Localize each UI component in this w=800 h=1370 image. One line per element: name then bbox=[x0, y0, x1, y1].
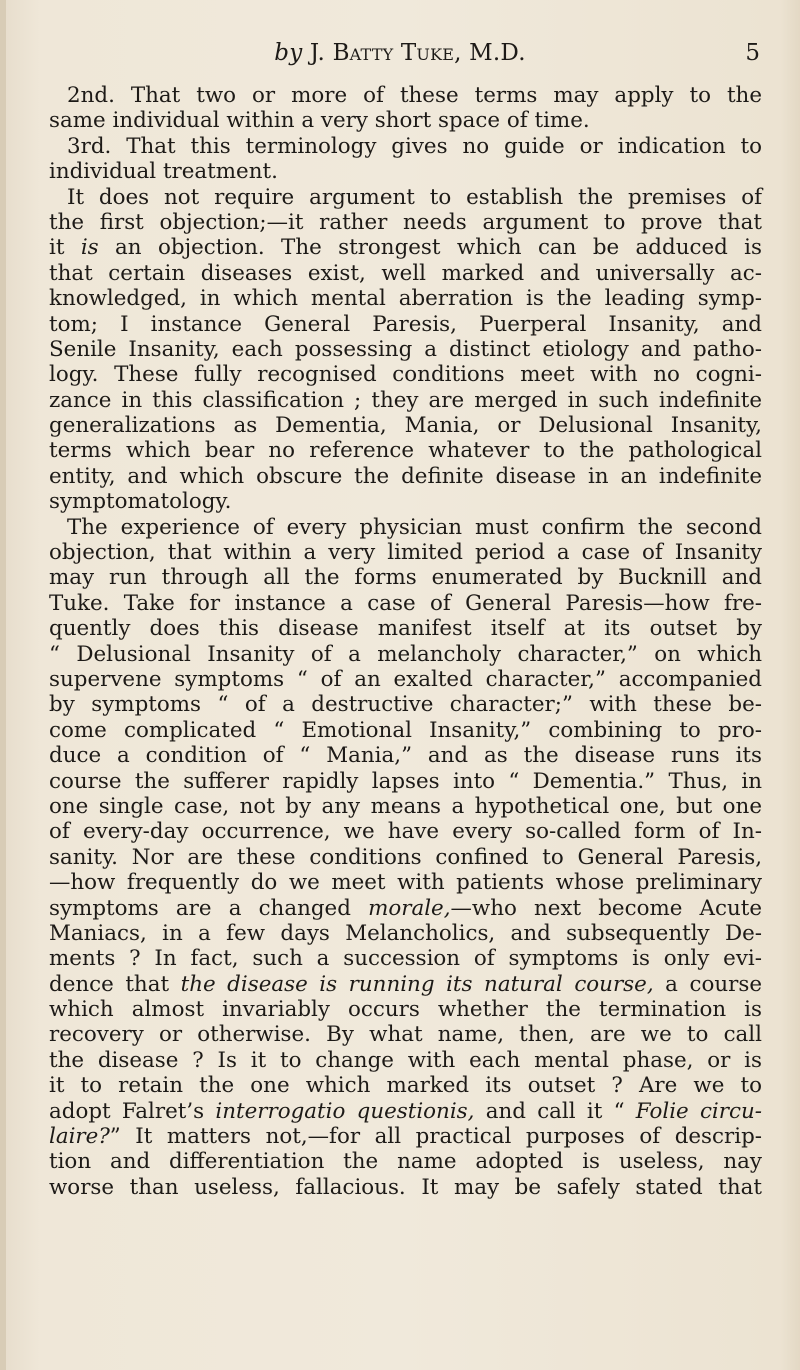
italic-span: laire? bbox=[49, 1124, 110, 1150]
text-span: —who next become Acute bbox=[450, 895, 762, 921]
text-span: a course bbox=[653, 971, 762, 997]
running-head-author: J. Batty Tuke, M.D. bbox=[309, 40, 526, 66]
running-head bbox=[0, 40, 800, 74]
text-line: ments ? In fact, such a succession of symptoms is only evi- bbox=[49, 946, 762, 972]
text-line: tom; I instance General Paresis, Puerperal Insanity, and bbox=[49, 311, 762, 337]
page-edge bbox=[0, 0, 6, 1370]
text-line: course the sufferer rapidly lapses into “ Dementia.” Thus, in bbox=[49, 768, 762, 794]
running-head-title bbox=[0, 40, 800, 66]
text-line bbox=[49, 1099, 762, 1124]
text-line: quently does this disease manifest itself at its outset by bbox=[49, 616, 762, 642]
text-span: symptoms are a changed bbox=[49, 895, 369, 921]
text-line: knowledged, in which mental aberration is the leading symp- bbox=[49, 286, 762, 312]
text-line: supervene symptoms “ of an exalted character,” accompanied bbox=[49, 666, 762, 692]
text-span: ” It matters not,—for all practical purposes of descrip- bbox=[109, 1124, 762, 1150]
italic-span: the disease is running its natural course, bbox=[180, 971, 654, 997]
text-line: tion and differentiation the name adopted is useless, nay bbox=[49, 1149, 762, 1175]
text-line bbox=[49, 235, 762, 260]
running-head-by: by bbox=[274, 40, 303, 66]
text-span: an objection. The strongest which can be adduced is bbox=[98, 235, 762, 261]
text-line: that certain diseases exist, well marked and universally ac- bbox=[49, 260, 762, 286]
text-span: it bbox=[49, 235, 81, 261]
text-span: dence that bbox=[49, 971, 181, 997]
text-line: the disease ? Is it to change with each mental phase, or is bbox=[49, 1047, 762, 1073]
italic-span: interrogatio questionis, bbox=[215, 1098, 475, 1124]
italic-span: is bbox=[80, 235, 99, 261]
text-line: individual treatment. bbox=[49, 159, 278, 185]
text-line bbox=[49, 896, 762, 921]
text-line: it to retain the one which marked its outset ? Are we to bbox=[49, 1073, 762, 1099]
text-line: may run through all the forms enumerated by Bucknill and bbox=[49, 565, 762, 591]
text-line: It does not require argument to establish the premises of bbox=[67, 184, 762, 210]
text-line: generalizations as Dementia, Mania, or Delusional Insanity, bbox=[49, 413, 762, 439]
text-line: Tuke. Take for instance a case of General Paresis—how fre- bbox=[49, 590, 762, 616]
text-line: the first objection;—it rather needs argument to prove that bbox=[49, 209, 762, 235]
text-span: adopt Falret’s bbox=[49, 1098, 216, 1124]
text-line: sanity. Nor are these conditions confined to General Paresis, bbox=[49, 844, 762, 870]
text-span: and call it “ bbox=[474, 1098, 636, 1124]
text-line: which almost invariably occurs whether the termination is bbox=[49, 997, 762, 1023]
body-text bbox=[49, 83, 762, 1200]
text-line: entity, and which obscure the definite disease in an indefinite bbox=[49, 463, 762, 489]
text-line: terms which bear no reference whatever to the pathological bbox=[49, 438, 762, 464]
text-line: recovery or otherwise. By what name, then, are we to call bbox=[49, 1022, 762, 1048]
text-line: duce a condition of “ Mania,” and as the disease runs its bbox=[49, 743, 762, 769]
text-line: 3rd. That this terminology gives no guide or indication to bbox=[67, 133, 762, 159]
text-line: by symptoms “ of a destructive character;” with these be- bbox=[49, 692, 762, 718]
text-line: one single case, not by any means a hypothetical one, but one bbox=[49, 793, 762, 819]
text-line: The experience of every physician must confirm the second bbox=[67, 514, 762, 540]
text-line: zance in this classification ; they are merged in such indefinite bbox=[49, 387, 762, 413]
text-line: Senile Insanity, each possessing a distinct etiology and patho- bbox=[49, 336, 762, 362]
text-line: 2nd. That two or more of these terms may apply to the bbox=[67, 83, 762, 108]
text-line: Maniacs, in a few days Melancholics, and subsequently De- bbox=[49, 920, 762, 946]
text-line: logy. These fully recognised conditions meet with no cogni- bbox=[49, 362, 762, 388]
text-line: —how frequently do we meet with patients whose preliminary bbox=[49, 870, 762, 896]
italic-span: morale, bbox=[368, 895, 451, 921]
text-line: same individual within a very short space of time. bbox=[49, 108, 590, 134]
text-line: of every-day occurrence, we have every so-called form of In- bbox=[49, 819, 762, 845]
italic-span: Folie circu- bbox=[635, 1098, 762, 1124]
text-line: come complicated “ Emotional Insanity,” combining to pro- bbox=[49, 717, 762, 743]
page-number: 5 bbox=[745, 40, 760, 66]
text-line bbox=[49, 972, 762, 997]
text-line: objection, that within a very limited period a case of Insanity bbox=[49, 540, 762, 566]
text-line: symptomatology. bbox=[49, 489, 232, 515]
text-line: worse than useless, fallacious. It may be safely stated that bbox=[49, 1174, 762, 1200]
text-line: “ Delusional Insanity of a melancholy character,” on which bbox=[49, 641, 762, 667]
text-line bbox=[49, 1124, 762, 1149]
